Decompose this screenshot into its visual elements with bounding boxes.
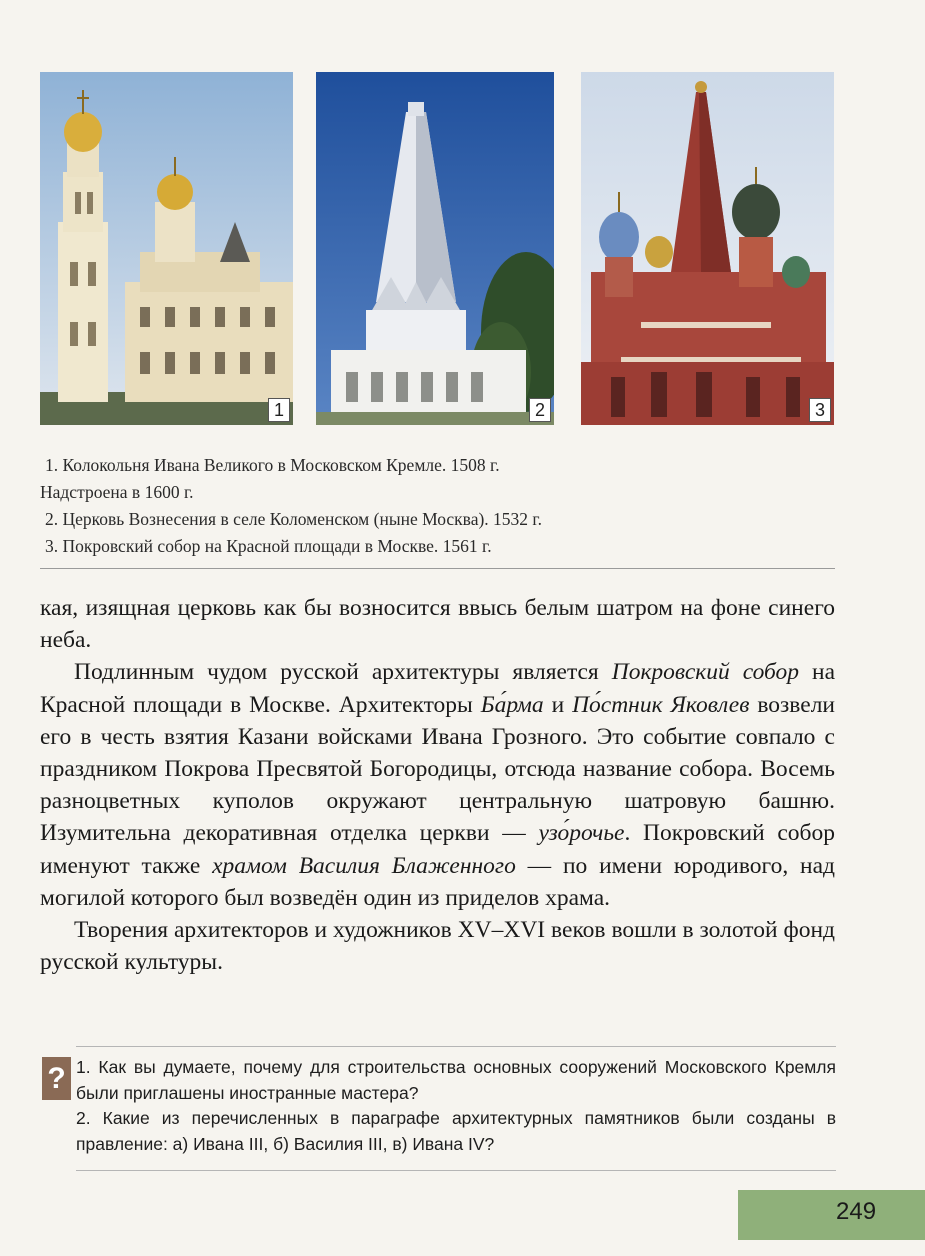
page-number: 249 — [836, 1198, 877, 1225]
photo-ivan-bell-tower — [40, 72, 293, 425]
main-text — [40, 592, 835, 978]
caption-divider — [40, 568, 835, 569]
figure-number-3: 3 — [809, 398, 831, 422]
questions-top-divider — [76, 1046, 836, 1047]
paragraph-1: кая, изящная церковь как бы возносится ввысь белым шатром на фоне синего неба. — [40, 595, 835, 654]
caption-line-3: 2. Церковь Вознесения в селе Коломенском (ныне Москва). 1532 г. — [45, 509, 542, 529]
figure-number-2: 2 — [529, 398, 551, 422]
photo-church-ascension — [316, 72, 554, 425]
questions-bottom-divider — [76, 1170, 836, 1171]
paragraph-3: Творения архитекторов и художников XV–XVI веков вошли в золотой фонд русской культуры. — [40, 917, 835, 976]
caption-line-1: 1. Колокольня Ивана Великого в Московском Кремле. 1508 г. — [45, 455, 500, 475]
review-questions — [76, 1055, 836, 1157]
question-mark-icon: ? — [42, 1057, 71, 1100]
caption-line-4: 3. Покровский собор на Красной площади в Москве. 1561 г. — [45, 536, 492, 556]
figure-number-1: 1 — [268, 398, 290, 422]
photo-st-basils-cathedral — [581, 72, 834, 425]
question-1: 1. Как вы думаете, почему для строительства основных сооружений Московского Кремля были приглашены иностранные мастера? — [76, 1057, 836, 1103]
question-2: 2. Какие из перечисленных в параграфе архитектурных памятников были созданы в правление: а) Ивана III, б) Василия III, в) Ивана IV? — [76, 1108, 836, 1154]
caption-line-2: Надстроена в 1600 г. — [40, 482, 194, 502]
figure-caption — [40, 452, 830, 560]
page-number-tab — [738, 1190, 925, 1240]
paragraph-2: Подлинным чудом русской архитектуры является Покровский собор на Красной площади в Москве. Архитекторы Ба́рма и По́стник Яковлев возвели его в честь взятия Казани войсками Ивана Грозного. Это событие совпало с праздником Покрова Пресвятой Богородицы, отсюда название собора. Восемь разноцветных куполов окружают центральную шатровую башню. Изумительна декоративная отделка церкви — узо́рочье. Покровский собор именуют также храмом Василия Блаженного — по имени юродивого, над могилой которого был возведён один из приделов храма. — [40, 659, 836, 911]
